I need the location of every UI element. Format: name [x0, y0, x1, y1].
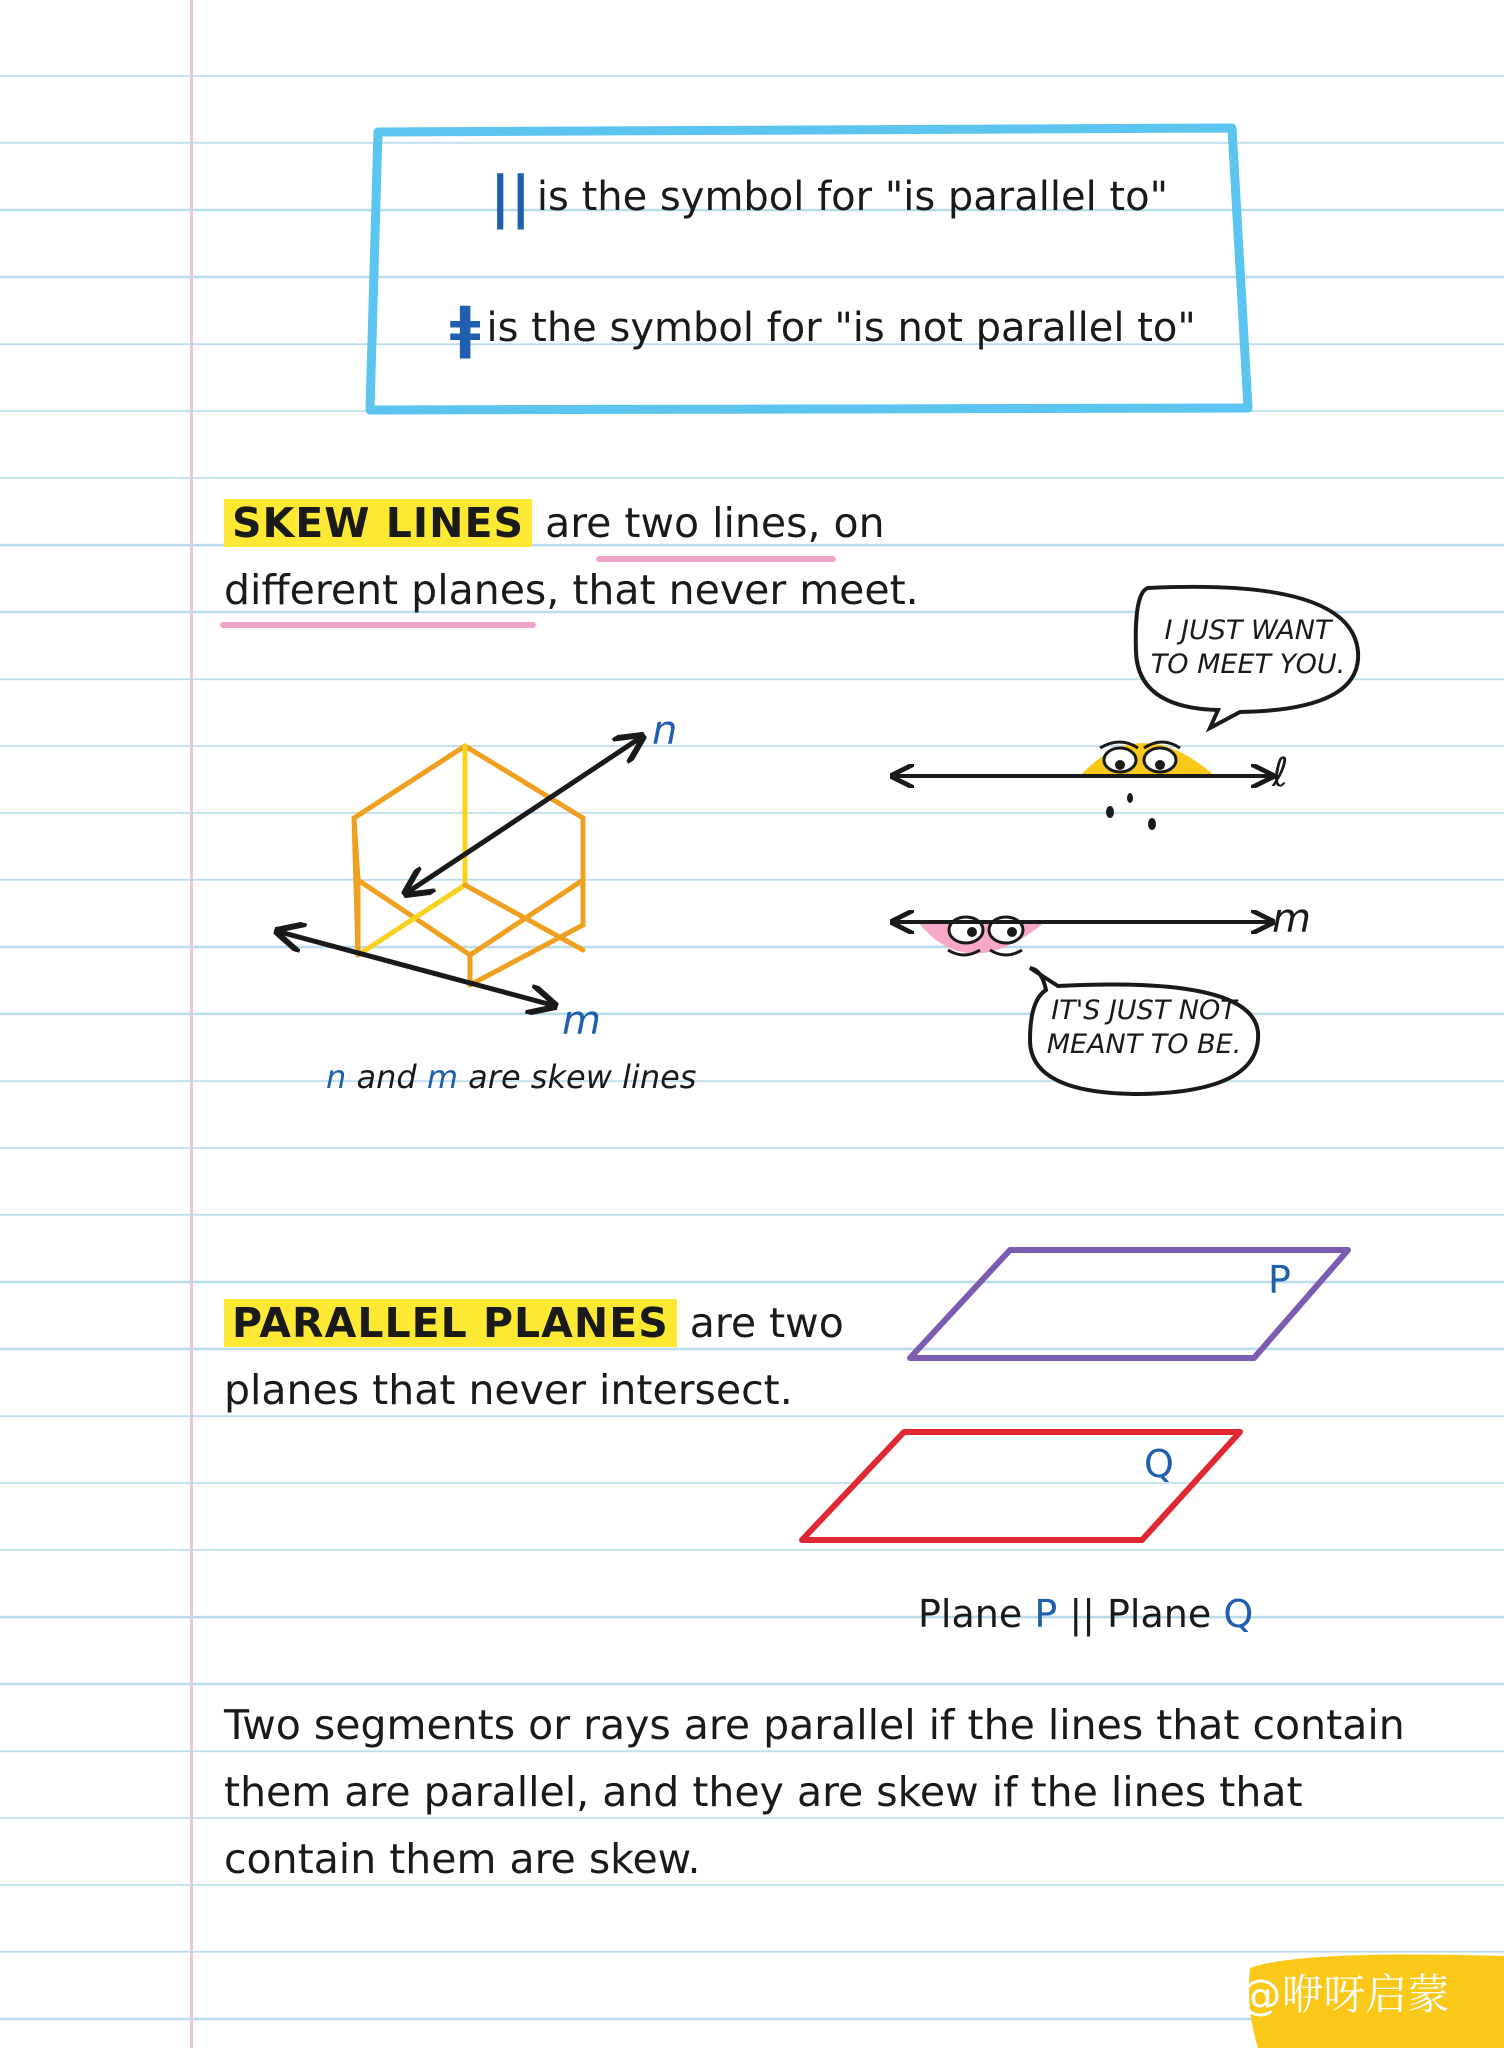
footer-line3: contain them are skew.	[224, 1835, 701, 1883]
parallel-symbol: ||	[490, 165, 531, 230]
planes-caption-plane1: Plane	[918, 1592, 1035, 1636]
speech-bubble-2-text	[1044, 994, 1244, 1062]
footer-line2: them are parallel, and they are skew if the lines that	[224, 1768, 1303, 1816]
planes-caption-symbol: ||	[1057, 1592, 1107, 1636]
skew-caption-and: and	[346, 1058, 427, 1096]
skew-caption-n: n	[326, 1058, 347, 1096]
skew-caption	[326, 1058, 696, 1096]
cube-drawing	[354, 746, 583, 985]
cartoon-yellow-face	[1080, 742, 1215, 830]
speech-bubble-2-line1: IT'S JUST NOT	[1051, 995, 1237, 1026]
speech-bubble-1-line2: TO MEET YOU.	[1150, 649, 1346, 680]
not-parallel-symbol-definition	[450, 296, 1196, 361]
label-m: m	[562, 998, 601, 1044]
label-plane-q: Q	[1144, 1442, 1174, 1486]
cartoon-label-m: m	[1272, 896, 1311, 942]
plane-q	[802, 1432, 1240, 1540]
planes-caption-q: Q	[1223, 1592, 1254, 1636]
skew-lines-text-1: are two lines, on	[532, 499, 885, 547]
cartoon-label-l: ℓ	[1272, 750, 1289, 796]
watermark-text: 知乎 @咿呀启蒙	[1142, 1970, 1450, 2019]
skew-lines-definition-line2: different planes, that never meet.	[224, 566, 919, 614]
parallel-symbol-definition	[490, 165, 1168, 230]
underline-two-lines	[596, 556, 836, 562]
label-plane-p: P	[1268, 1258, 1291, 1302]
footer-line1: Two segments or rays are parallel if the lines that contain	[224, 1701, 1405, 1749]
parallel-planes-definition-line2: planes that never intersect.	[224, 1366, 793, 1414]
skew-lines-term: SKEW LINES	[224, 499, 532, 547]
speech-bubble-2-line2: MEANT TO BE.	[1046, 1029, 1242, 1060]
planes-caption-plane2: Plane	[1107, 1592, 1224, 1636]
planes-caption	[918, 1592, 1253, 1636]
parallel-symbol-text: is the symbol for "is parallel to"	[536, 174, 1168, 220]
speech-bubble-1-text	[1150, 614, 1346, 682]
not-parallel-symbol-text: is the symbol for "is not parallel to"	[486, 305, 1196, 351]
speech-bubble-1-line1: I JUST WANT	[1164, 615, 1332, 646]
parallel-planes-text-1: are two	[676, 1299, 844, 1347]
label-n: n	[652, 708, 678, 754]
skew-lines-definition-line1	[224, 490, 885, 557]
planes-caption-p: P	[1034, 1592, 1058, 1636]
skew-caption-m: m	[426, 1058, 458, 1096]
parallel-planes-definition-line1	[224, 1290, 844, 1357]
underline-different-planes	[220, 622, 536, 628]
skew-caption-rest: are skew lines	[458, 1058, 697, 1096]
line-m	[280, 932, 552, 1005]
parallel-planes-term: PARALLEL PLANES	[224, 1299, 677, 1347]
not-parallel-symbol: ǂ	[450, 296, 481, 361]
